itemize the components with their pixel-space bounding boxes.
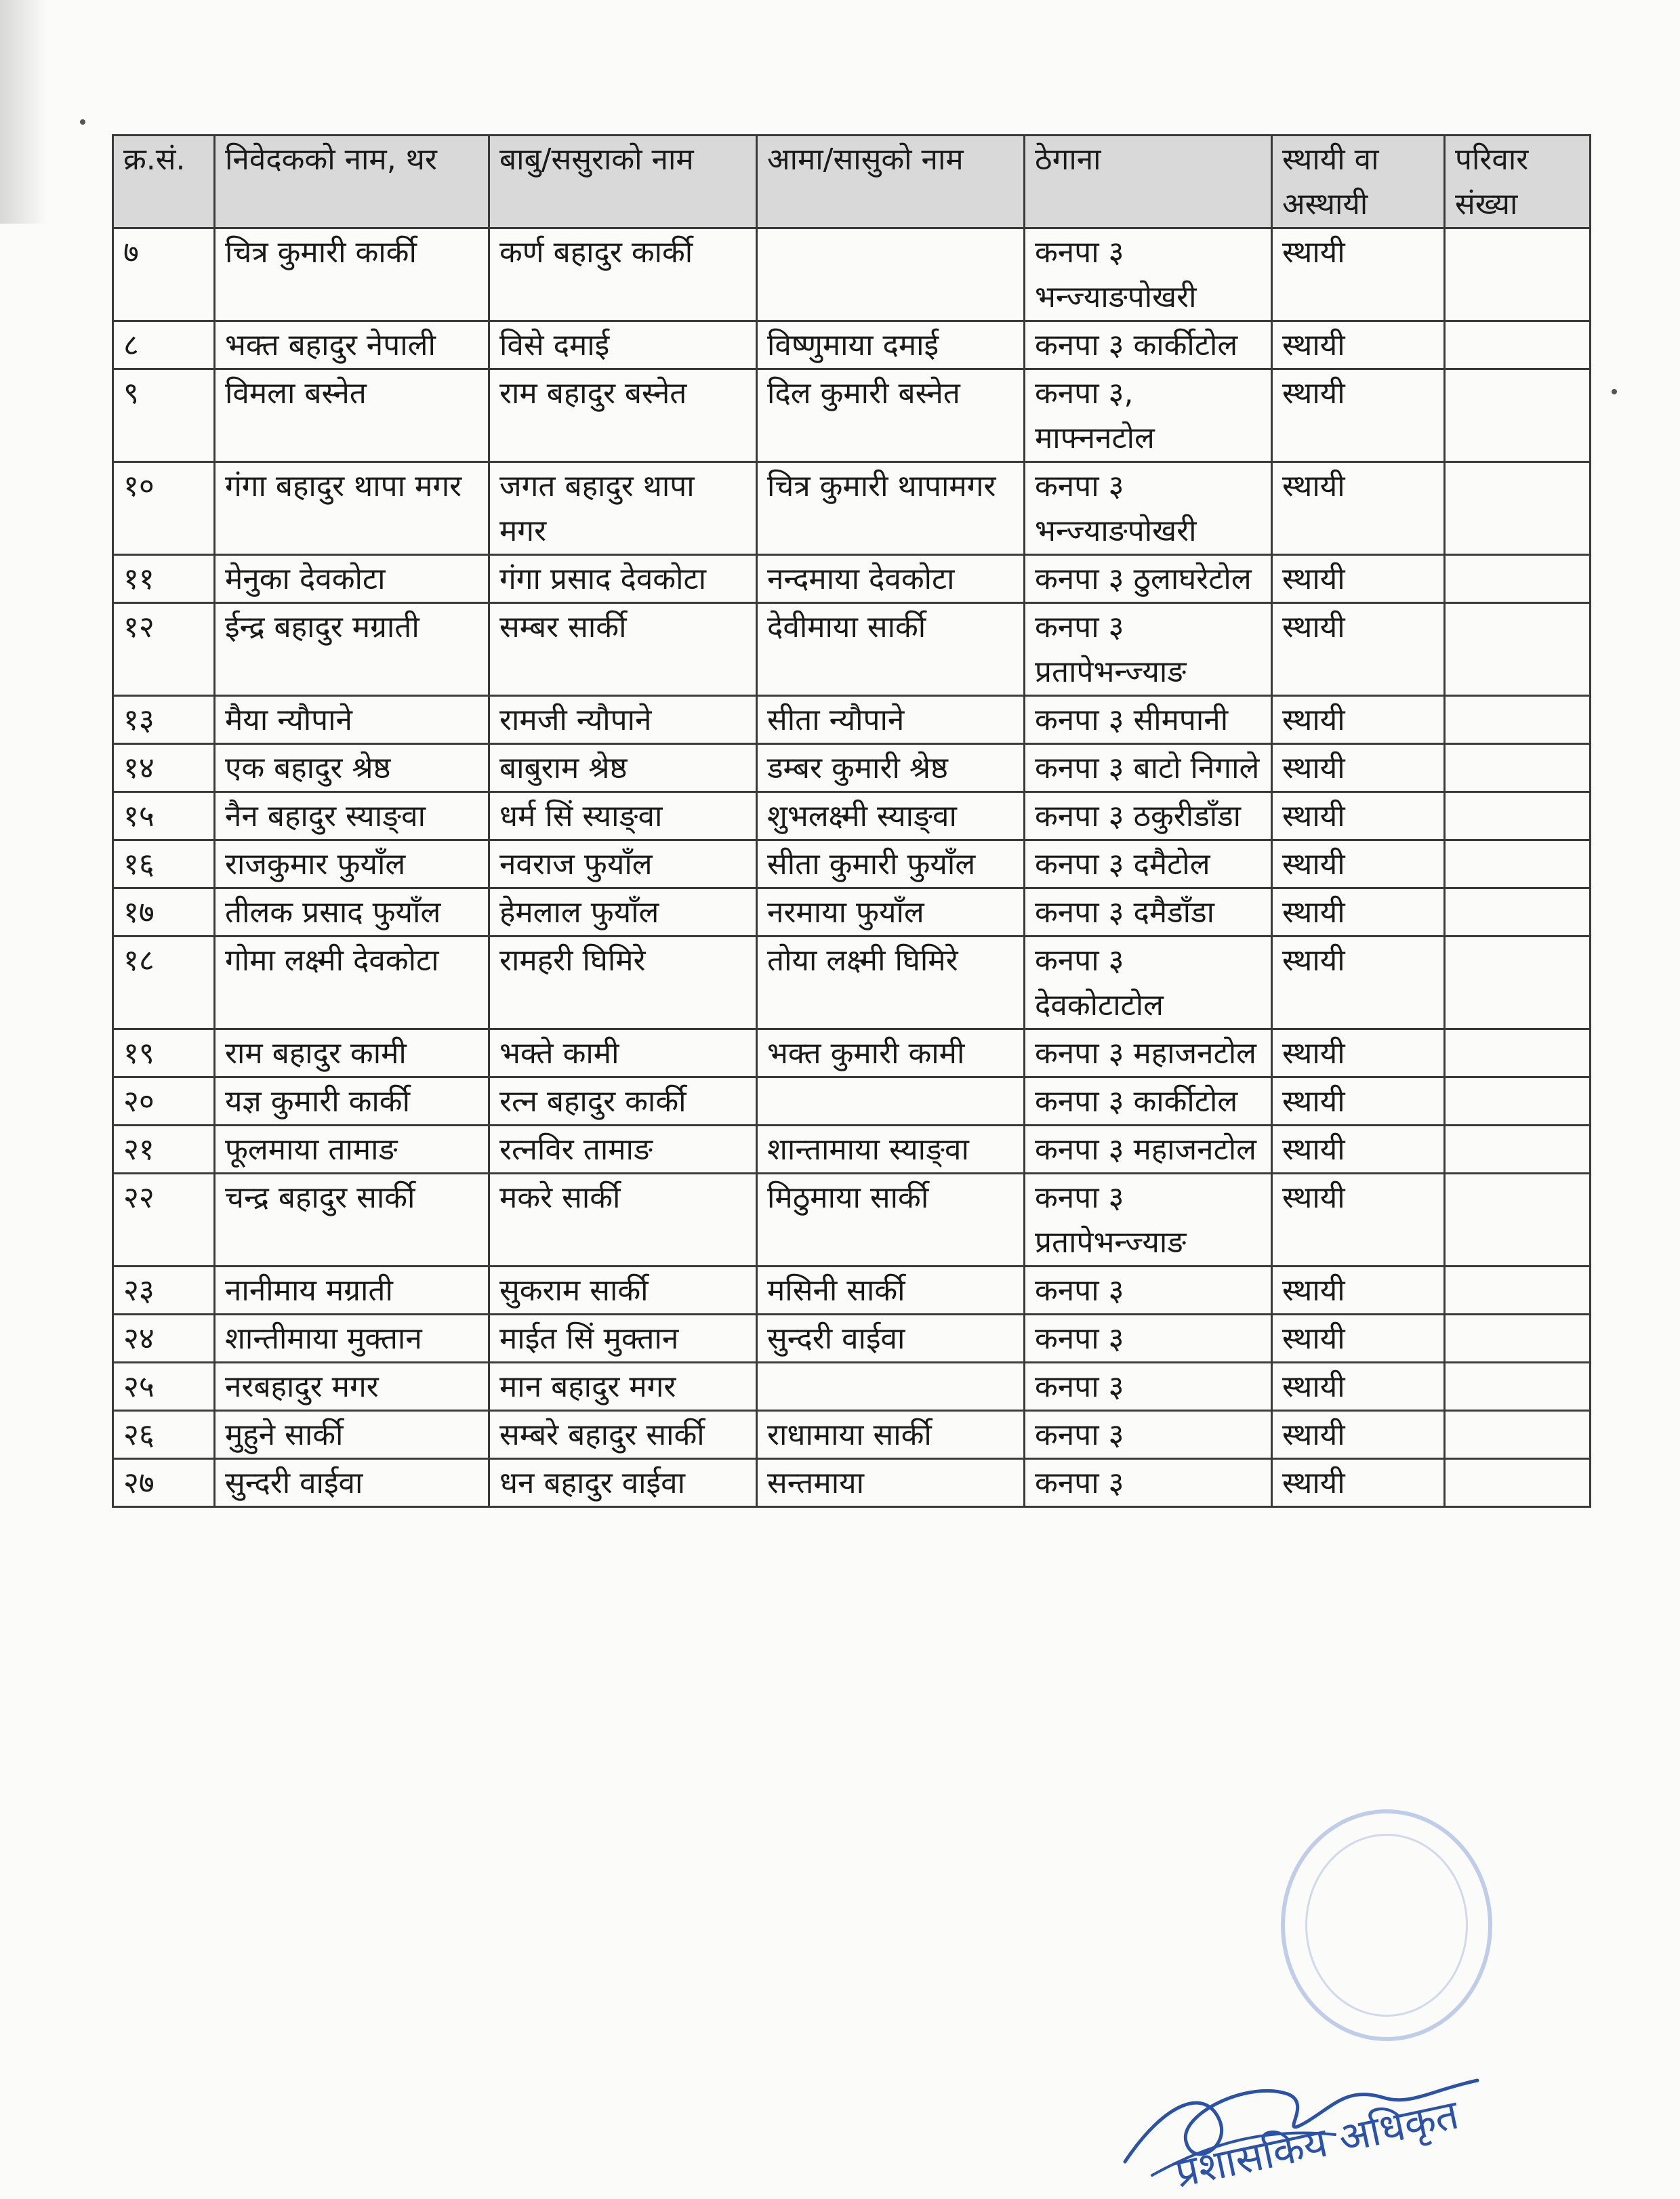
cell-father-name: रत्न बहादुर कार्की — [489, 1077, 757, 1126]
cell-father-name: धन बहादुर वाईवा — [489, 1459, 757, 1507]
cell-applicant-name: तीलक प्रसाद फुयाँल — [215, 888, 489, 937]
cell-father-name: गंगा प्रसाद देवकोटा — [489, 555, 757, 603]
cell-serial: १५ — [113, 792, 215, 840]
cell-applicant-name: राम बहादुर कामी — [215, 1029, 489, 1077]
cell-serial: २७ — [113, 1459, 215, 1507]
cell-residency-status: स्थायी — [1272, 462, 1445, 555]
cell-mother-name — [757, 1363, 1025, 1411]
cell-family-count — [1445, 1267, 1591, 1315]
cell-mother-name: नन्दमाया देवकोटा — [757, 555, 1025, 603]
cell-residency-status: स्थायी — [1272, 228, 1445, 321]
cell-mother-name: तोया लक्ष्मी घिमिरे — [757, 937, 1025, 1029]
cell-residency-status: स्थायी — [1272, 888, 1445, 937]
cell-residency-status: स्थायी — [1272, 937, 1445, 1029]
cell-mother-name — [757, 228, 1025, 321]
cell-residency-status: स्थायी — [1272, 555, 1445, 603]
cell-applicant-name: चन्द्र बहादुर सार्की — [215, 1174, 489, 1267]
cell-address: कनपा ३ प्रतापेभन्ज्याङ — [1025, 1174, 1272, 1267]
cell-applicant-name: मैया न्यौपाने — [215, 696, 489, 744]
cell-mother-name — [757, 1077, 1025, 1126]
table-row — [113, 1459, 1591, 1507]
cell-serial: २० — [113, 1077, 215, 1126]
cell-address: कनपा ३ दमैटोल — [1025, 840, 1272, 888]
cell-family-count — [1445, 744, 1591, 792]
cell-address: कनपा ३ बाटो निगाले — [1025, 744, 1272, 792]
cell-serial: २६ — [113, 1411, 215, 1459]
cell-address: कनपा ३ — [1025, 1267, 1272, 1315]
cell-serial: १२ — [113, 603, 215, 696]
cell-serial: २१ — [113, 1126, 215, 1174]
cell-serial: ८ — [113, 321, 215, 369]
cell-applicant-name: गोमा लक्ष्मी देवकोटा — [215, 937, 489, 1029]
cell-serial: २२ — [113, 1174, 215, 1267]
cell-father-name: रामहरी घिमिरे — [489, 937, 757, 1029]
cell-address: कनपा ३ महाजनटोल — [1025, 1029, 1272, 1077]
cell-father-name: सम्बरे बहादुर सार्की — [489, 1411, 757, 1459]
cell-serial: १९ — [113, 1029, 215, 1077]
cell-family-count — [1445, 1411, 1591, 1459]
cell-family-count — [1445, 555, 1591, 603]
table-row — [113, 744, 1591, 792]
cell-mother-name: राधामाया सार्की — [757, 1411, 1025, 1459]
table-row — [113, 369, 1591, 462]
cell-residency-status: स्थायी — [1272, 1077, 1445, 1126]
table-row — [113, 321, 1591, 369]
cell-address: कनपा ३ कार्कीटोल — [1025, 1077, 1272, 1126]
table-row — [113, 1174, 1591, 1267]
cell-applicant-name: नैन बहादुर स्याङ्वा — [215, 792, 489, 840]
cell-family-count — [1445, 888, 1591, 937]
cell-mother-name: सीता कुमारी फुयाँल — [757, 840, 1025, 888]
cell-family-count — [1445, 1315, 1591, 1363]
cell-mother-name: देवीमाया सार्की — [757, 603, 1025, 696]
cell-serial: १७ — [113, 888, 215, 937]
cell-father-name: धर्म सिं स्याङ्वा — [489, 792, 757, 840]
table-header-row — [113, 136, 1591, 228]
cell-mother-name: सीता न्यौपाने — [757, 696, 1025, 744]
cell-residency-status: स्थायी — [1272, 1126, 1445, 1174]
cell-residency-status: स्थायी — [1272, 1174, 1445, 1267]
cell-mother-name: नरमाया फुयाँल — [757, 888, 1025, 937]
table-row — [113, 696, 1591, 744]
cell-mother-name: मसिनी सार्की — [757, 1267, 1025, 1315]
cell-mother-name: सुन्दरी वाईवा — [757, 1315, 1025, 1363]
cell-father-name: भक्ते कामी — [489, 1029, 757, 1077]
cell-address: कनपा ३ भन्ज्याङपोखरी — [1025, 462, 1272, 555]
cell-applicant-name: मुहुने सार्की — [215, 1411, 489, 1459]
header-applicant-name: निवेदकको नाम, थर — [215, 136, 489, 228]
cell-address: कनपा ३, माफ्ननटोल — [1025, 369, 1272, 462]
cell-mother-name: मिठुमाया सार्की — [757, 1174, 1025, 1267]
cell-father-name: कर्ण बहादुर कार्की — [489, 228, 757, 321]
table-row — [113, 792, 1591, 840]
header-serial: क्र.सं. — [113, 136, 215, 228]
cell-family-count — [1445, 228, 1591, 321]
cell-residency-status: स्थायी — [1272, 1267, 1445, 1315]
cell-father-name: राम बहादुर बस्नेत — [489, 369, 757, 462]
table-row — [113, 1315, 1591, 1363]
cell-applicant-name: ईन्द्र बहादुर मग्राती — [215, 603, 489, 696]
scan-speck — [1612, 389, 1617, 394]
table-row — [113, 462, 1591, 555]
cell-residency-status: स्थायी — [1272, 369, 1445, 462]
cell-residency-status: स्थायी — [1272, 321, 1445, 369]
cell-serial: २४ — [113, 1315, 215, 1363]
official-seal-stamp — [1281, 1809, 1492, 2041]
cell-applicant-name: एक बहादुर श्रेष्ठ — [215, 744, 489, 792]
cell-family-count — [1445, 603, 1591, 696]
cell-serial: २३ — [113, 1267, 215, 1315]
cell-address: कनपा ३ — [1025, 1315, 1272, 1363]
cell-mother-name: दिल कुमारी बस्नेत — [757, 369, 1025, 462]
cell-father-name: माईत सिं मुक्तान — [489, 1315, 757, 1363]
scan-shadow — [0, 0, 47, 224]
cell-family-count — [1445, 1459, 1591, 1507]
cell-family-count — [1445, 321, 1591, 369]
cell-mother-name: शुभलक्ष्मी स्याङ्वा — [757, 792, 1025, 840]
scan-speck — [80, 119, 85, 125]
cell-father-name: हेमलाल फुयाँल — [489, 888, 757, 937]
cell-applicant-name: यज्ञ कुमारी कार्की — [215, 1077, 489, 1126]
cell-serial: १३ — [113, 696, 215, 744]
cell-serial: ११ — [113, 555, 215, 603]
cell-applicant-name: नानीमाय मग्राती — [215, 1267, 489, 1315]
cell-residency-status: स्थायी — [1272, 1029, 1445, 1077]
cell-father-name: रामजी न्यौपाने — [489, 696, 757, 744]
table-row — [113, 1077, 1591, 1126]
cell-address: कनपा ३ ठकुरीडाँडा — [1025, 792, 1272, 840]
applicant-table — [112, 134, 1591, 1508]
cell-serial: २५ — [113, 1363, 215, 1411]
table-row — [113, 888, 1591, 937]
cell-residency-status: स्थायी — [1272, 1459, 1445, 1507]
cell-family-count — [1445, 1029, 1591, 1077]
cell-applicant-name: विमला बस्नेत — [215, 369, 489, 462]
cell-applicant-name: फूलमाया तामाङ — [215, 1126, 489, 1174]
table-row — [113, 1363, 1591, 1411]
cell-applicant-name: राजकुमार फुयाँल — [215, 840, 489, 888]
cell-father-name: सम्बर सार्की — [489, 603, 757, 696]
cell-address: कनपा ३ सीमपानी — [1025, 696, 1272, 744]
header-father-name: बाबु/ससुराको नाम — [489, 136, 757, 228]
cell-residency-status: स्थायी — [1272, 744, 1445, 792]
seal-inner-ring — [1305, 1834, 1468, 2017]
cell-residency-status: स्थायी — [1272, 1363, 1445, 1411]
cell-address: कनपा ३ — [1025, 1363, 1272, 1411]
header-family-count: परिवार संख्या — [1445, 136, 1591, 228]
cell-father-name: मकरे सार्की — [489, 1174, 757, 1267]
table-row — [113, 1126, 1591, 1174]
cell-family-count — [1445, 1363, 1591, 1411]
cell-applicant-name: चित्र कुमारी कार्की — [215, 228, 489, 321]
cell-father-name: विसे दमाई — [489, 321, 757, 369]
cell-address: कनपा ३ भन्ज्याङपोखरी — [1025, 228, 1272, 321]
cell-mother-name: सन्तमाया — [757, 1459, 1025, 1507]
cell-residency-status: स्थायी — [1272, 792, 1445, 840]
cell-serial: ७ — [113, 228, 215, 321]
table-row — [113, 228, 1591, 321]
cell-father-name: मान बहादुर मगर — [489, 1363, 757, 1411]
cell-address: कनपा ३ दमैडाँडा — [1025, 888, 1272, 937]
cell-family-count — [1445, 462, 1591, 555]
cell-father-name: जगत बहादुर थापा मगर — [489, 462, 757, 555]
table-row — [113, 1411, 1591, 1459]
cell-serial: १६ — [113, 840, 215, 888]
cell-residency-status: स्थायी — [1272, 840, 1445, 888]
cell-serial: १० — [113, 462, 215, 555]
cell-address: कनपा ३ ठुलाघरेटोल — [1025, 555, 1272, 603]
table-row — [113, 937, 1591, 1029]
cell-family-count — [1445, 369, 1591, 462]
cell-applicant-name: गंगा बहादुर थापा मगर — [215, 462, 489, 555]
cell-family-count — [1445, 840, 1591, 888]
cell-family-count — [1445, 696, 1591, 744]
cell-father-name: रत्नविर तामाङ — [489, 1126, 757, 1174]
header-address: ठेगाना — [1025, 136, 1272, 228]
cell-residency-status: स्थायी — [1272, 1411, 1445, 1459]
cell-applicant-name: भक्त बहादुर नेपाली — [215, 321, 489, 369]
cell-residency-status: स्थायी — [1272, 1315, 1445, 1363]
cell-applicant-name: शान्तीमाया मुक्तान — [215, 1315, 489, 1363]
cell-applicant-name: नरबहादुर मगर — [215, 1363, 489, 1411]
cell-applicant-name: सुन्दरी वाईवा — [215, 1459, 489, 1507]
cell-residency-status: स्थायी — [1272, 603, 1445, 696]
cell-serial: १४ — [113, 744, 215, 792]
cell-address: कनपा ३ महाजनटोल — [1025, 1126, 1272, 1174]
cell-address: कनपा ३ प्रतापेभन्ज्याङ — [1025, 603, 1272, 696]
cell-family-count — [1445, 792, 1591, 840]
table-row — [113, 1267, 1591, 1315]
table-row — [113, 840, 1591, 888]
cell-mother-name: विष्णुमाया दमाई — [757, 321, 1025, 369]
cell-father-name: नवराज फुयाँल — [489, 840, 757, 888]
signature-caption: प्रशासकिय अधिकृत — [1170, 2091, 1463, 2198]
cell-mother-name: भक्त कुमारी कामी — [757, 1029, 1025, 1077]
table-row — [113, 1029, 1591, 1077]
header-mother-name: आमा/सासुको नाम — [757, 136, 1025, 228]
table-body — [113, 228, 1591, 1507]
table-row — [113, 603, 1591, 696]
cell-mother-name: चित्र कुमारी थापामगर — [757, 462, 1025, 555]
cell-mother-name: शान्तामाया स्याङ्वा — [757, 1126, 1025, 1174]
cell-father-name: सुकराम सार्की — [489, 1267, 757, 1315]
cell-family-count — [1445, 1174, 1591, 1267]
cell-father-name: बाबुराम श्रेष्ठ — [489, 744, 757, 792]
cell-address: कनपा ३ — [1025, 1411, 1272, 1459]
cell-serial: १८ — [113, 937, 215, 1029]
cell-applicant-name: मेनुका देवकोटा — [215, 555, 489, 603]
header-residency-status: स्थायी वा अस्थायी — [1272, 136, 1445, 228]
cell-address: कनपा ३ कार्कीटोल — [1025, 321, 1272, 369]
cell-family-count — [1445, 1077, 1591, 1126]
cell-address: कनपा ३ देवकोटाटोल — [1025, 937, 1272, 1029]
table-row — [113, 555, 1591, 603]
cell-residency-status: स्थायी — [1272, 696, 1445, 744]
cell-family-count — [1445, 1126, 1591, 1174]
cell-mother-name: डम्बर कुमारी श्रेष्ठ — [757, 744, 1025, 792]
cell-family-count — [1445, 937, 1591, 1029]
cell-address: कनपा ३ — [1025, 1459, 1272, 1507]
cell-serial: ९ — [113, 369, 215, 462]
